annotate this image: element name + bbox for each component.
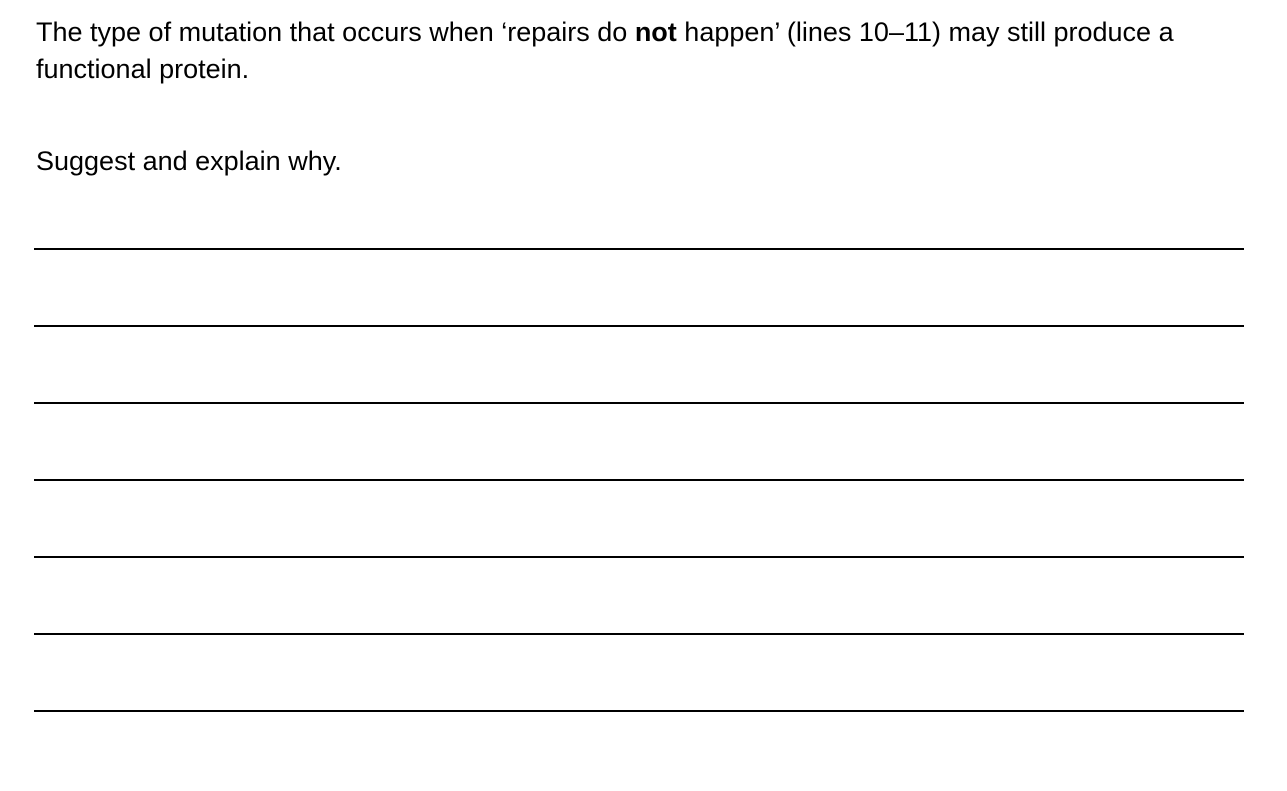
answer-line[interactable] <box>34 325 1244 327</box>
answer-line[interactable] <box>34 710 1244 712</box>
question-emphasis: not <box>634 17 677 47</box>
question-text-after: happen’ (lines 10–11) may still produce a functional protein. <box>36 17 1174 84</box>
answer-line[interactable] <box>34 633 1244 635</box>
instruction-text: Suggest and explain why. <box>36 146 342 176</box>
answer-line[interactable] <box>34 402 1244 404</box>
answer-area[interactable] <box>34 0 1244 791</box>
answer-line[interactable] <box>34 479 1244 481</box>
answer-line[interactable] <box>34 248 1244 250</box>
question-text-before: The type of mutation that occurs when ‘repairs do <box>36 17 635 47</box>
answer-line[interactable] <box>34 556 1244 558</box>
